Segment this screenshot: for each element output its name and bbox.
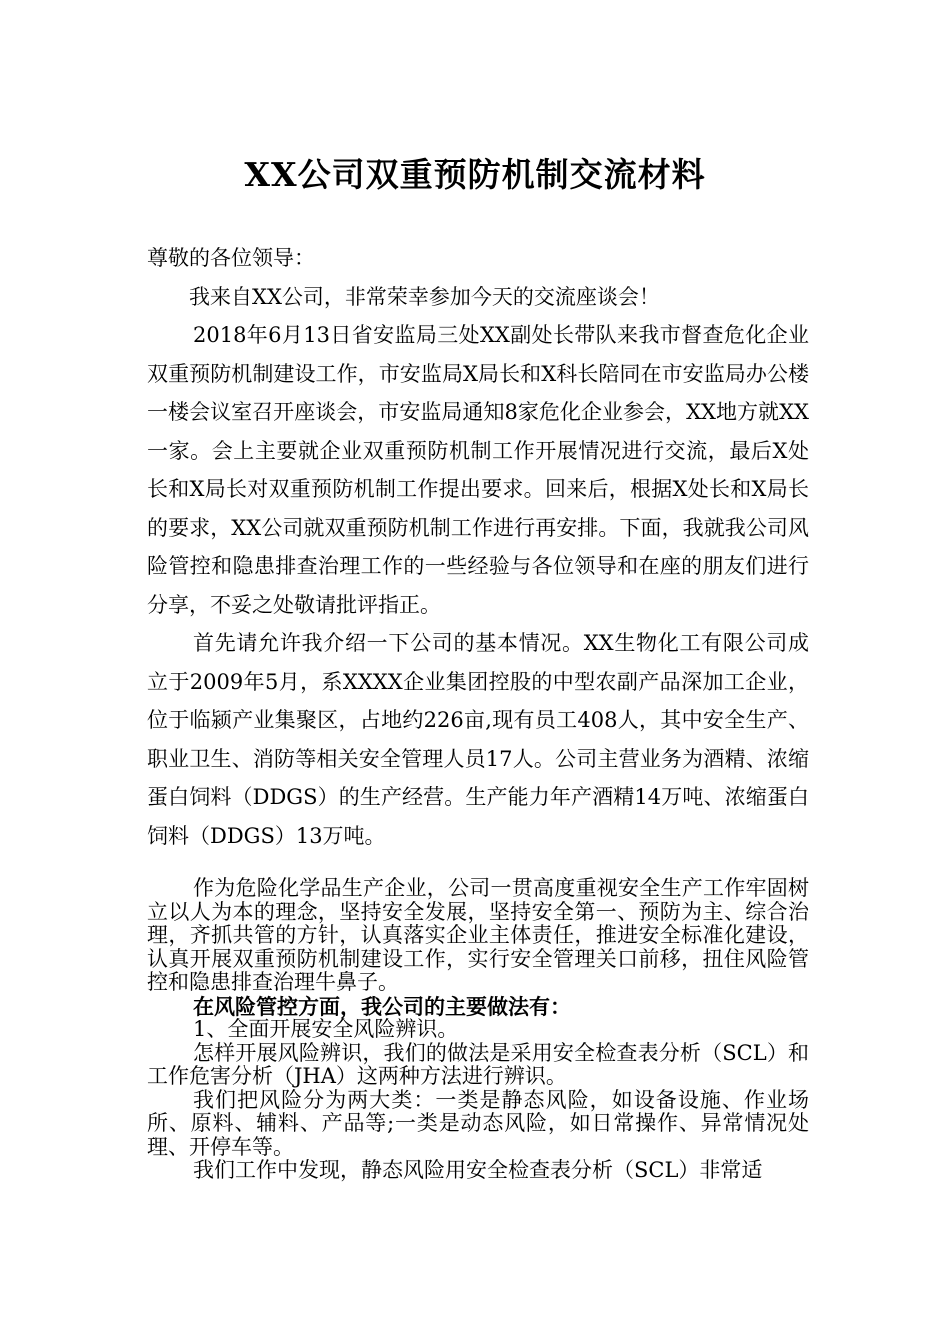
document-body-lower — [147, 877, 809, 1183]
paragraph-intro: 我来自XX公司，非常荣幸参加今天的交流座谈会！ — [189, 284, 660, 309]
document-body-upper — [147, 239, 809, 855]
document-title: XX公司双重预防机制交流材料 — [244, 155, 706, 194]
paragraph-company-profile: 首先请允许我介绍一下公司的基本情况。XX生物化工有限公司成立于2009年5月，系XXXX企业集团控股的中型农副产品深加工企业，位于临颍产业集聚区，占地约226亩,现有员工408人，其中安全生产、职业卫生、消防等相关安全管理人员17人。公司主营业务为酒精、浓缩蛋白饲料（DDGS）的生产经营。生产能力年产酒精14万吨、浓缩蛋白饲料（DDGS）13万吨。 — [147, 631, 809, 848]
section-heading-risk-control: 在风险管控方面，我公司的主要做法有： — [193, 993, 571, 1019]
paragraph-safety-commitment: 作为危险化学品生产企业，公司一贯高度重视安全生产工作牢固树立以人为本的理念，坚持安全发展，坚持安全第一、预防为主、综合治理，齐抓共管的方针，认真落实企业主体责任，推进安全标准化建设，认真开展双重预防机制建设工作，实行安全管理关口前移，扭住风险管控和隐患排查治理牛鼻子。 — [147, 876, 809, 994]
paragraph-background: 2018年6月13日省安监局三处XX副处长带队来我市督查危化企业双重预防机制建设工作，市安监局X局长和X科长陪同在市安监局办公楼一楼会议室召开座谈会，市安监局通知8家危化企业参会，XX地方就XX一家。会上主要就企业双重预防机制工作开展情况进行交流，最后X处长和X局长对双重预防机制工作提出要求。回来后，根据X处长和X局长的要求，XX公司就双重预防机制工作进行再安排。下面，我就我公司风险管控和隐患排查治理工作的一些经验与各位领导和在座的朋友们进行分享，不妥之处敬请批评指正。 — [147, 323, 809, 617]
list-item-1: 1、全面开展安全风险辨识。 — [193, 1017, 459, 1041]
paragraph-static-risk: 我们工作中发现，静态风险用安全检查表分析（SCL）非常适 — [193, 1158, 763, 1182]
paragraph-risk-categories: 我们把风险分为两大类：一类是静态风险，如设备设施、作业场所、原料、辅料、产品等;一类是动态风险，如日常操作、异常情况处理、开停车等。 — [147, 1087, 809, 1159]
paragraph-identification-method: 怎样开展风险辨识，我们的做法是采用安全检查表分析（SCL）和工作危害分析（JHA）这两种方法进行辨识。 — [147, 1040, 809, 1088]
salutation: 尊敬的各位领导： — [147, 246, 315, 270]
